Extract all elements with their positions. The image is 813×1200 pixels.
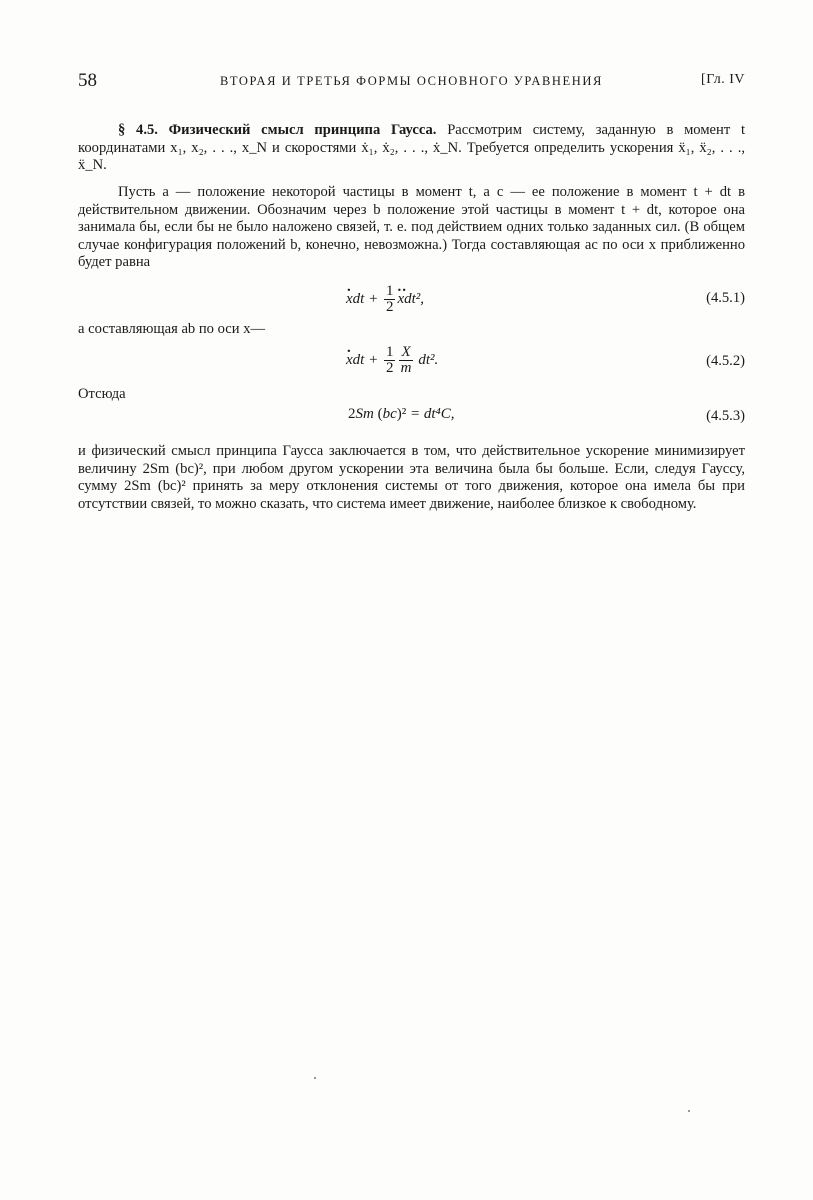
equation-number: (4.5.2) bbox=[706, 353, 745, 369]
equation-4-5-2 bbox=[78, 343, 745, 383]
paragraph-block-3 bbox=[78, 443, 745, 513]
equation-4-5-3 bbox=[78, 402, 745, 442]
text-before-equation-3: Отсюда bbox=[78, 386, 126, 402]
scan-speck bbox=[314, 1077, 316, 1079]
section-heading: § 4.5. Физический смысл принципа Гаусса. bbox=[118, 122, 437, 138]
paragraph-block-2 bbox=[78, 184, 745, 272]
chapter-label: [Гл. IV bbox=[701, 72, 745, 87]
paragraph-2: Пусть a — положение некоторой частицы в момент t, а c — ее положение в момент t + dt в действительном движении. Обозначим через b положение этой частицы в момент t + dt, которое она занимала бы, если бы не было наложено связей, т. е. под действием одних только заданных сил. (В общем случае конфигурация положений b, конечно, невозможна.) Тогда составляющая ac по оси x приближенно будет равна bbox=[78, 184, 745, 270]
equation-4-5-3-body: 2Sm (bc)² = dt⁴C, bbox=[348, 406, 455, 422]
equation-4-5-1-body: . xdt + $\frac{1}{2}$ .. xdt², bbox=[346, 284, 424, 315]
equation-number: (4.5.3) bbox=[706, 408, 745, 424]
text-between-equations: а составляющая ab по оси x— bbox=[78, 321, 266, 337]
page-header bbox=[78, 70, 745, 96]
section-intro bbox=[78, 122, 745, 175]
scan-speck bbox=[688, 1110, 690, 1112]
equation-number: (4.5.1) bbox=[706, 290, 745, 306]
page-number: 58 bbox=[78, 70, 97, 91]
equation-4-5-2-body: . xdt + $\frac{1}{2}$ $\frac{X}{m}$ dt². bbox=[346, 345, 438, 376]
running-title: ВТОРАЯ И ТРЕТЬЯ ФОРМЫ ОСНОВНОГО УРАВНЕНИЯ bbox=[220, 74, 603, 88]
paragraph-3: и физический смысл принципа Гаусса заключается в том, что действительное ускорение минимизирует величину 2Sm (bc)², при любом другом ускорении эта величина была бы больше. Если, следуя Гауссу, сумму 2Sm (bc)² принять за меру отклонения системы от того движения, которое она имела бы при отсутствии связей, то можно сказать, что система имеет движение, наиболее близкое к свободному. bbox=[78, 443, 745, 512]
equation-4-5-1 bbox=[78, 280, 745, 320]
paragraph-1: Рассмотрим систему, заданную в момент t координатами x₁, x₂, . . ., x_N и скоростями ẋ₁, ẋ₂, . . ., ẋ_N. Требуется определить ускорения ẍ₁, ẍ₂, . . ., ẍ_N. bbox=[78, 122, 746, 173]
